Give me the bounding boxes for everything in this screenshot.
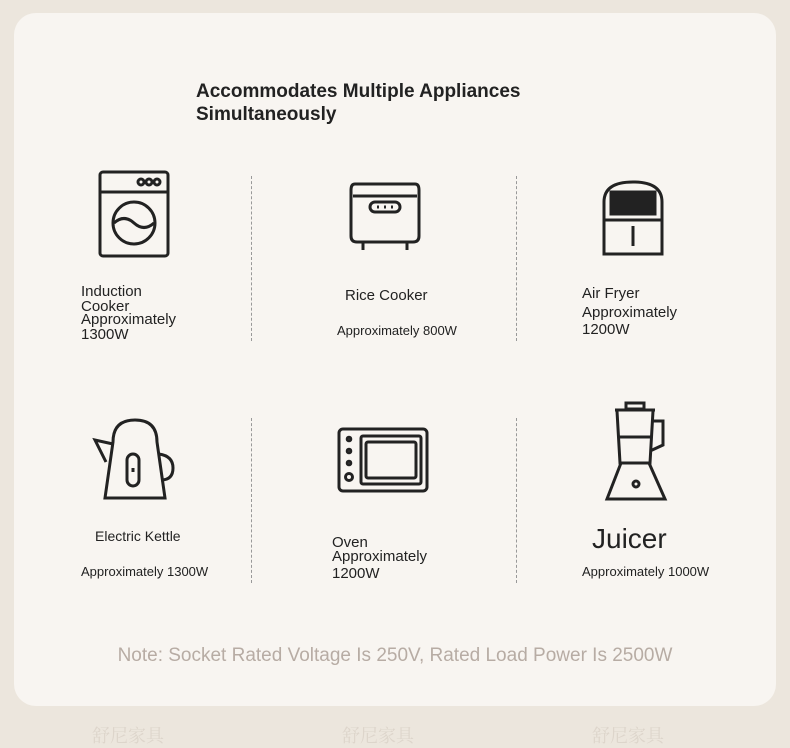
appliance-power: Approximately 800W xyxy=(337,323,457,338)
oven-icon xyxy=(337,427,429,493)
appliance-name: Rice Cooker xyxy=(345,287,428,304)
watermark: 舒尼家具 xyxy=(342,726,414,746)
appliance-name: Juicer xyxy=(592,523,667,554)
divider xyxy=(516,418,517,583)
rice-cooker-icon xyxy=(349,180,421,252)
appliance-power: Approximately 1200W xyxy=(332,548,428,582)
appliance-name: Air Fryer xyxy=(582,285,640,302)
section-heading: Accommodates Multiple Appliances Simultaneously xyxy=(196,81,521,125)
appliance-name: Induction Cooker xyxy=(81,283,142,315)
appliance-power: Approximately 1300W xyxy=(81,564,209,579)
induction-cooker-icon xyxy=(98,170,170,258)
appliance-power: Approximately 1200W xyxy=(582,304,678,338)
rated-power-note: Note: Socket Rated Voltage Is 250V, Rated Load Power Is 2500W xyxy=(117,645,673,666)
electric-kettle-icon xyxy=(91,416,177,502)
watermark: 舒尼家具 xyxy=(592,726,664,746)
divider xyxy=(251,176,252,341)
divider xyxy=(516,176,517,341)
air-fryer-icon xyxy=(602,180,664,256)
divider xyxy=(251,418,252,583)
appliance-name: Electric Kettle xyxy=(95,528,181,544)
juicer-icon xyxy=(603,401,669,503)
watermark: 舒尼家具 xyxy=(92,726,164,746)
appliance-power: Approximately 1000W xyxy=(582,564,710,579)
appliance-power: Approximately 1300W xyxy=(81,311,177,343)
appliance-name: Oven xyxy=(332,534,368,551)
